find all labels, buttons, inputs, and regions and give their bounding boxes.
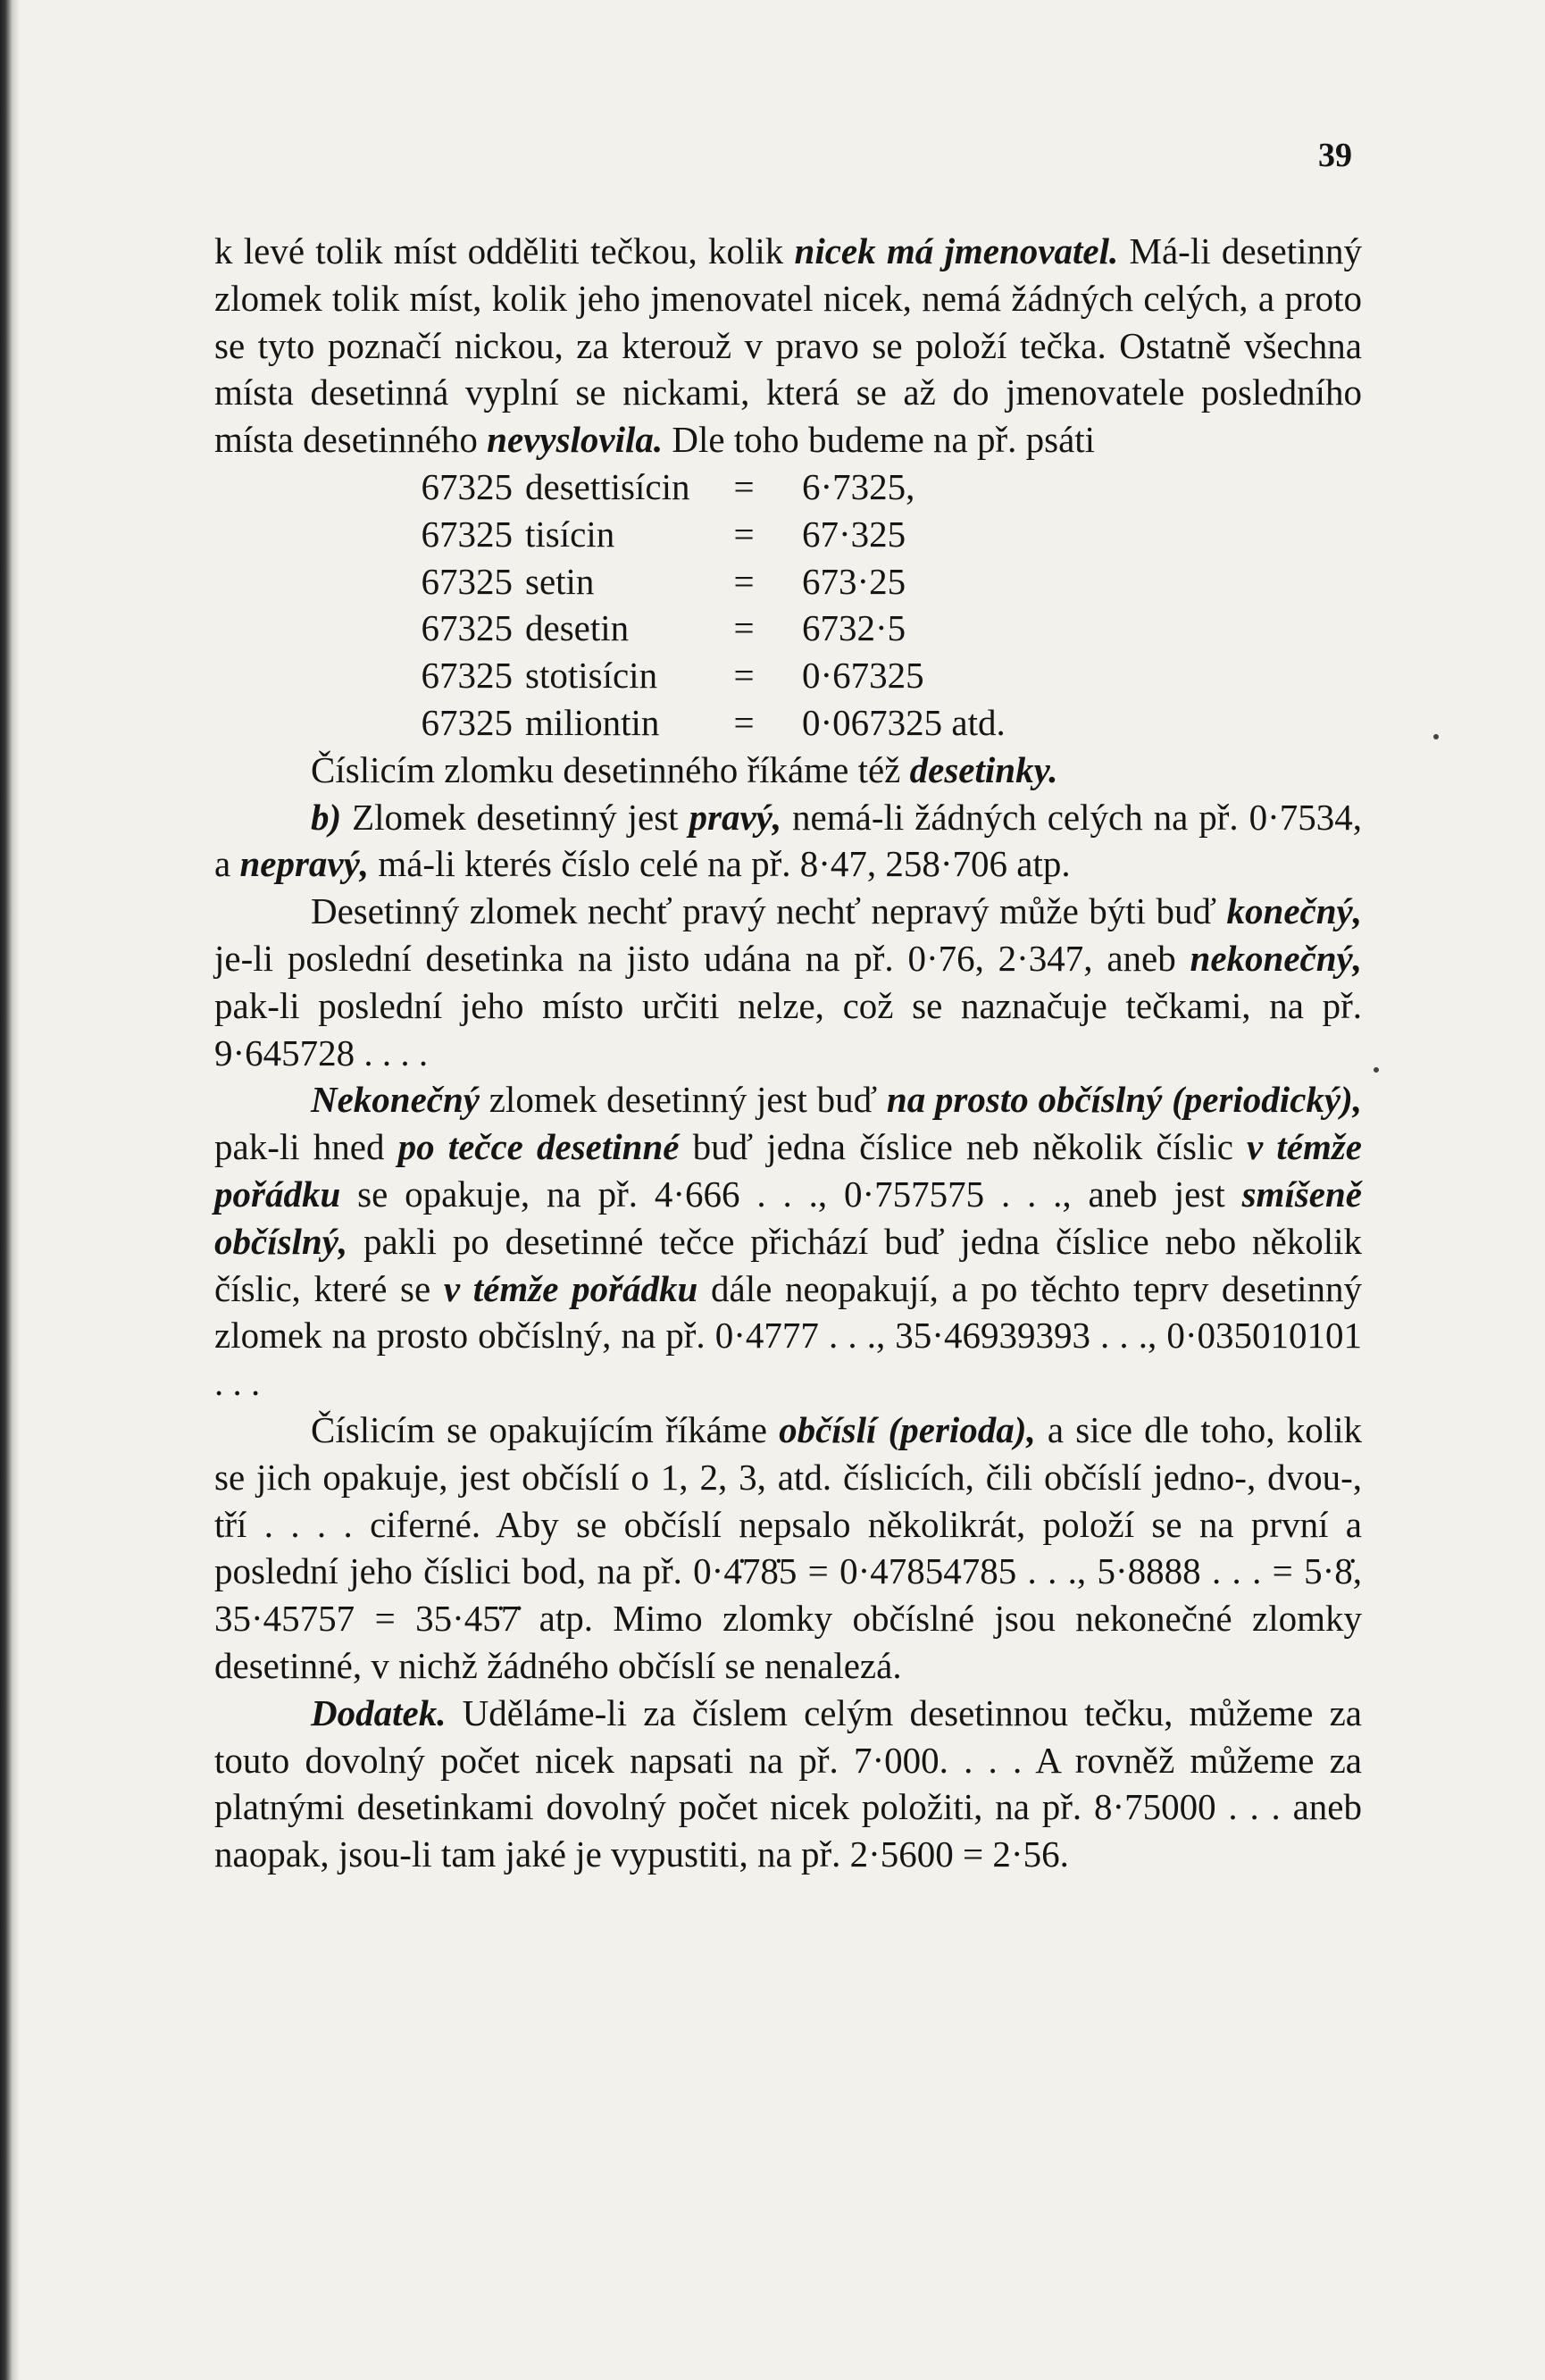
paragraph-periodic: Nekonečný zlomek desetinný jest buď na prosto občíslný (periodický), pak-li hned po tečce desetinné buď jedna číslice neb několik číslic v témže pořádku se opakuje, na př. 4·666 . . ., 0·757575 . . ., aneb jest smíšeně občíslný, pakli po desetinné tečce přichází buď jedna číslice nebo několik číslic, které se v témže pořádku dále neopakují, a po těchto teprv desetinný zlomek na prosto občíslný, na př. 0·4777 . . ., 35·46939393 . . ., 0·035010101 . . . (214, 1079, 1362, 1404)
table-row: 67325 stotisícin = 0·67325 (421, 655, 924, 697)
speck (1374, 1067, 1379, 1073)
paragraph-addendum: Dodatek. Uděláme-li za číslem celým desetinnou tečku, můžeme za touto dovolný počet nicek napsati na př. 7·000. . . . A rovněž můžeme za platnými desetinkami dovolný počet nicek položiti, na př. 8·75000 . . . aneb naopak, jsou-li tam jaké je vypustiti, na př. 2·5600 = 2·56. (214, 1691, 1362, 1875)
paragraph-proper-improper: b) Zlomek desetinný jest pravý, nemá-li žádných celých na př. 0·7534, a nepravý, má-li kterés číslo celé na př. 8·47, 258·706 atp. (214, 796, 1362, 885)
page-number: 39 (1318, 137, 1352, 174)
table-row: 67325 setin = 673·25 (421, 560, 906, 602)
table-row: 67325 desetin = 6732·5 (421, 607, 906, 649)
paragraph-finite-infinite: Desetinný zlomek nechť pravý nechť nepravý může býti buď konečný, je-li poslední desetinka na jisto udána na př. 0·76, 2·347, aneb nekonečný, pak-li poslední jeho místo určiti nelze, což se naznačuje tečkami, na př. 9·645728 . . . . (214, 890, 1362, 1073)
table-row: 67325 desettisícin = 6·7325, (421, 465, 915, 507)
table-row: 67325 miliontin = 0·067325 atd. (421, 701, 1006, 743)
speck (1433, 734, 1439, 739)
page-edge-shadow (0, 0, 20, 2380)
paragraph-period: Číslicím se opakujícím říkáme občíslí (perioda), a sice dle toho, kolik se jich opakuje, jest občíslí o 1, 2, 3, atd. číslicích, čili občíslí jedno-, dvou-, tří . . . . ciferné. Aby se občíslí nepsalo několikrát, položí se na první a poslední jeho číslici bod, na př. 0·4̇78̇5 = 0·47854785 . . ., 5·8888 . . . = 5·8̇, 35·45757 = 35·45̇7̇ atp. Mimo zlomky občíslné jsou nekonečné zlomky desetinné, v nichž žádného občíslí se nenalezá. (214, 1408, 1363, 1686)
paragraph-decimal-point: k levé tolik míst odděliti tečkou, kolik nicek má jmenovatel. Má-li desetinný zlomek tolik míst, kolik jeho jmenovatel nicek, nemá žádných celých, a proto se tyto poznačí nickou, za kterouž v pravo se položí tečka. Ostatně všechna místa desetinná vyplní se nickami, která se až do jmenovatele posledního místa desetinného nevyslovila. Dle toho budeme na př. psáti (214, 230, 1362, 461)
table-row: 67325 tisícin = 67·325 (421, 513, 906, 555)
paragraph-desetinky: Číslicím zlomku desetinného říkáme též desetinky. (311, 748, 1058, 790)
page-text (214, 228, 1362, 1878)
examples-table (214, 463, 1362, 747)
